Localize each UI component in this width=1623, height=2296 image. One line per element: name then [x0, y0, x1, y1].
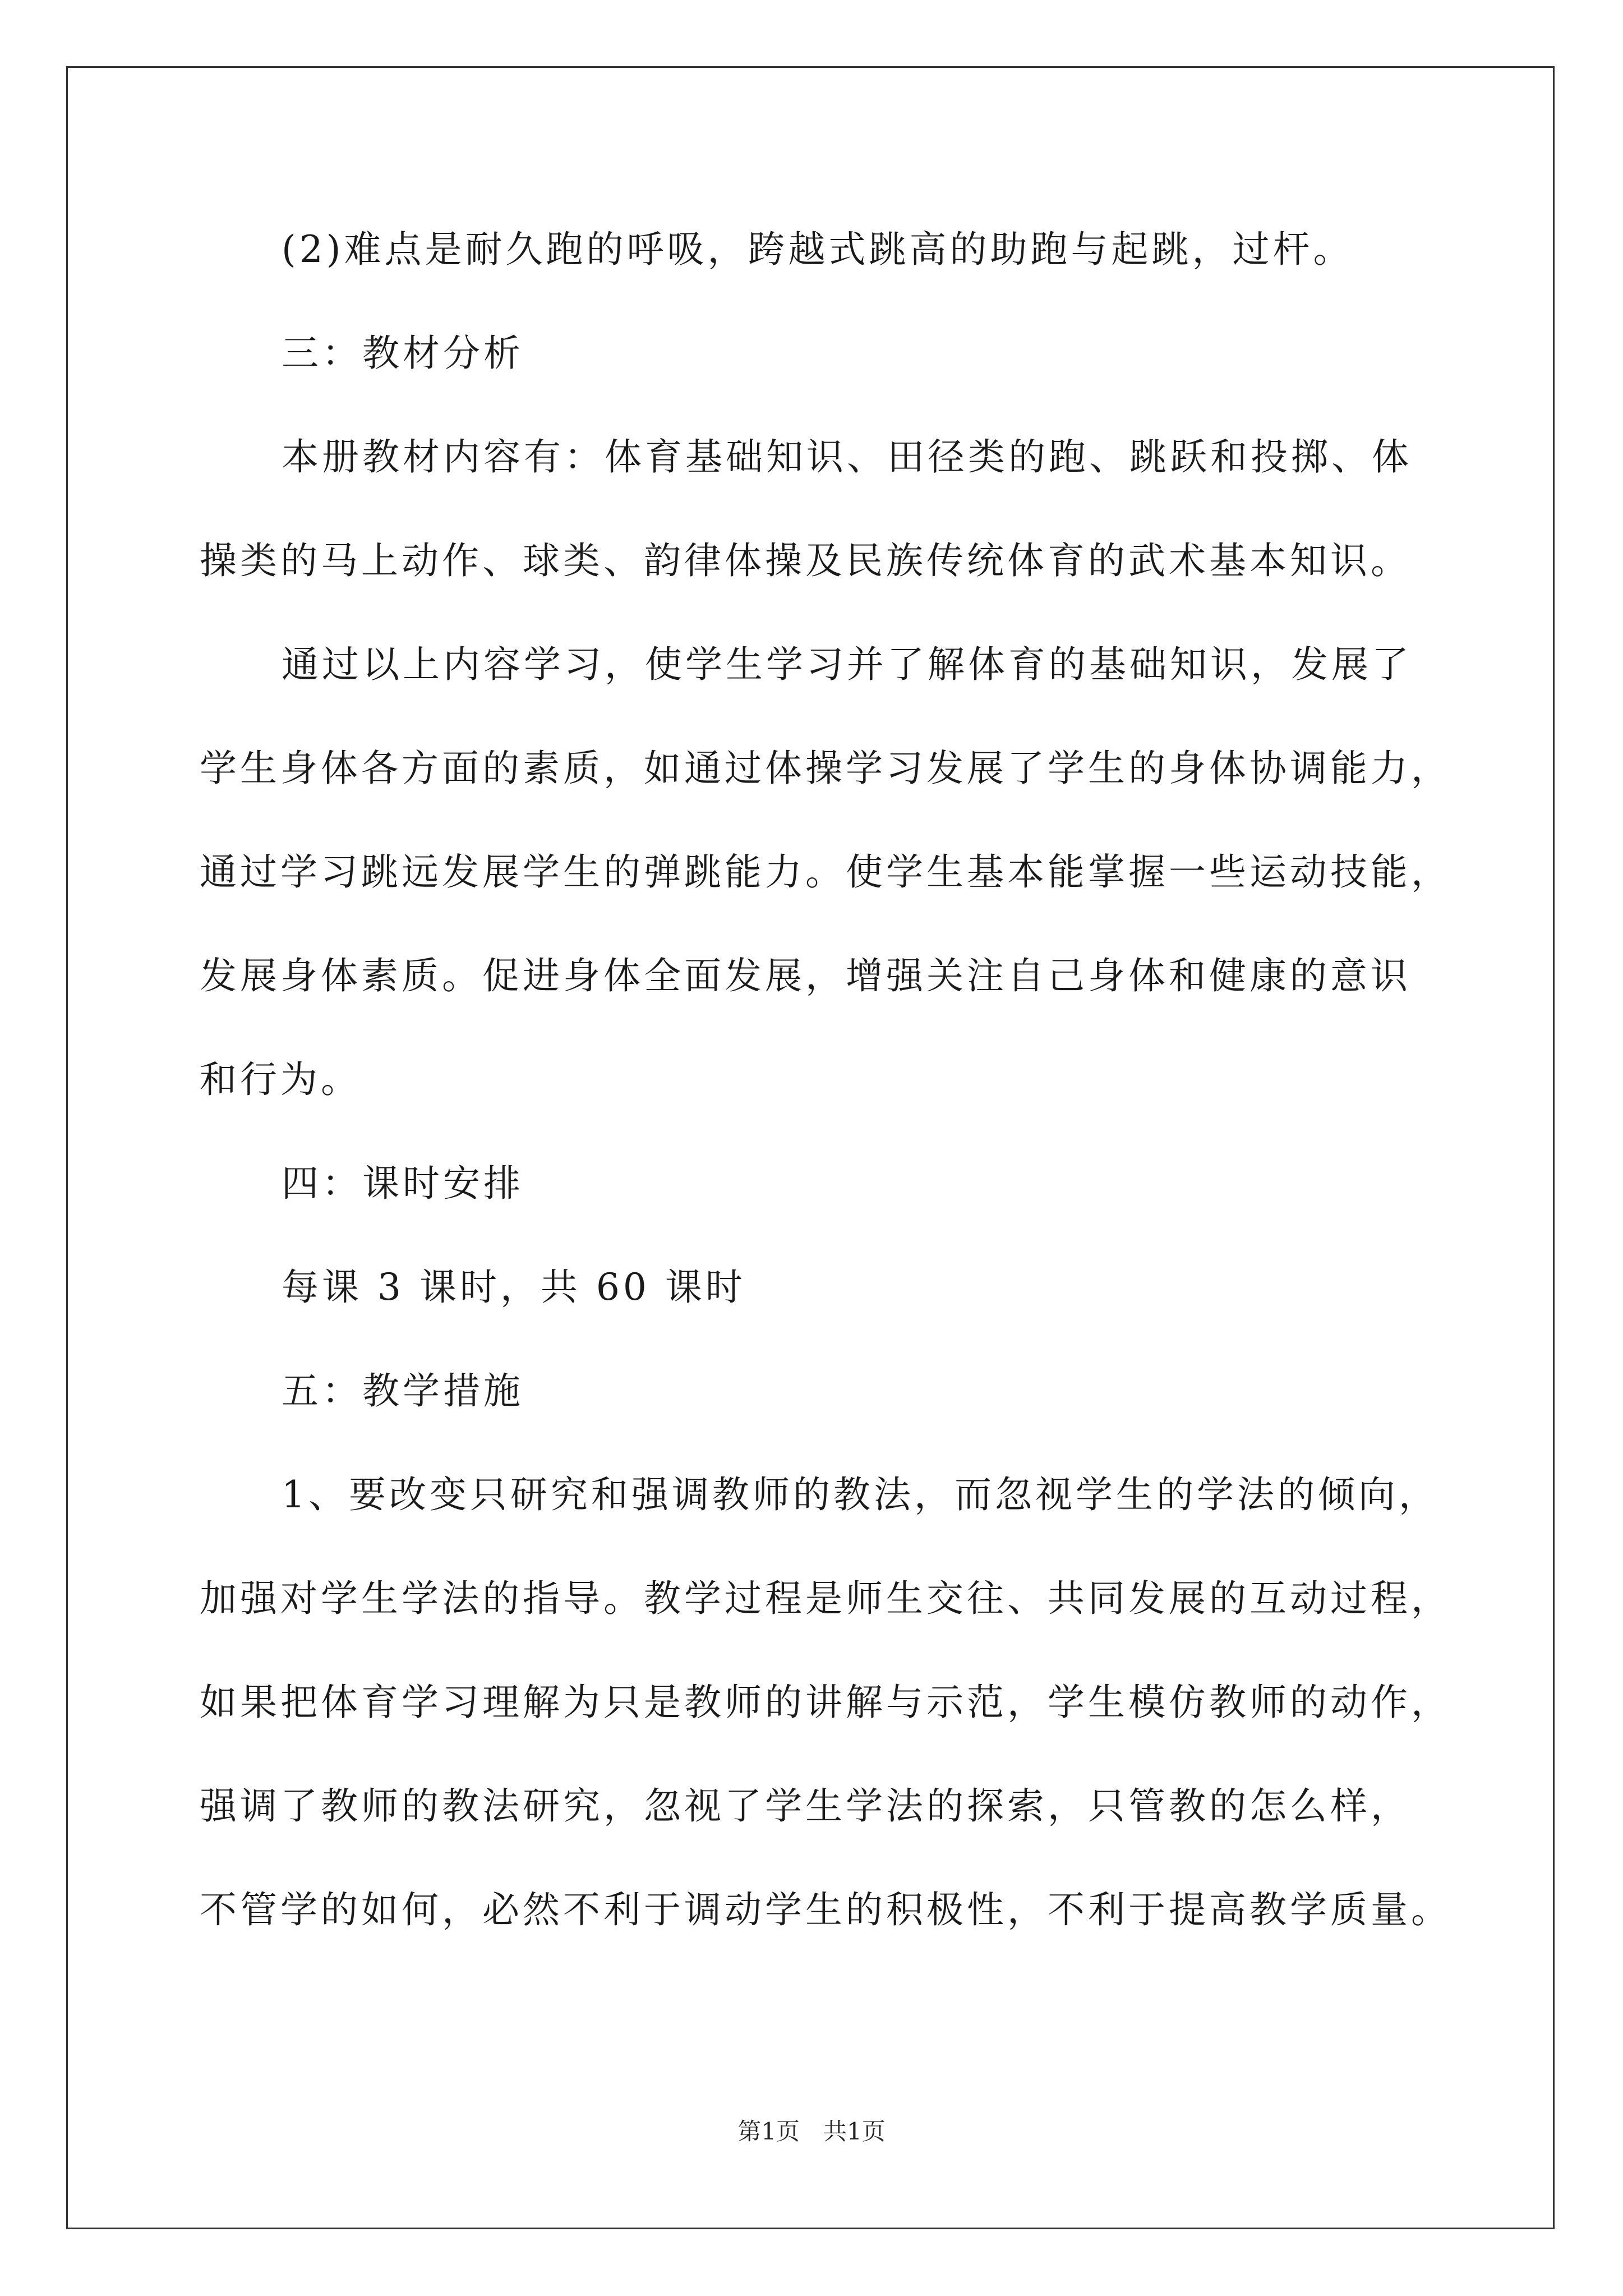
paragraph-line: (2)难点是耐久跑的呼吸，跨越式跳高的助跑与起跳，过杆。	[282, 228, 1354, 271]
paragraph-line: 强调了教师的教法研究，忽视了学生学法的探索，只管教的怎么样，	[200, 1784, 1411, 1828]
section-heading: 三：教材分析	[282, 332, 524, 375]
paragraph-line: 1、要改变只研究和强调教师的教法，而忽视学生的学法的倾向，	[282, 1473, 1439, 1516]
paragraph-line: 如果把体育学习理解为只是教师的讲解与示范，学生模仿教师的动作，	[200, 1681, 1451, 1724]
paragraph-line: 本册教材内容有：体育基础知识、田径类的跑、跳跃和投掷、体	[282, 435, 1412, 478]
section-heading: 五：教学措施	[282, 1369, 524, 1412]
paragraph-line: 不管学的如何，必然不利于调动学生的积极性，不利于提高教学质量。	[200, 1888, 1451, 1931]
paragraph-line: 通过以上内容学习，使学生学习并了解体育的基础知识，发展了	[282, 643, 1412, 686]
paragraph-line: 和行为。	[200, 1058, 361, 1101]
paragraph-line: 通过学习跳远发展学生的弹跳能力。使学生基本能掌握一些运动技能，	[200, 850, 1451, 894]
paragraph-line: 发展身体素质。促进身体全面发展，增强关注自己身体和健康的意识	[200, 954, 1411, 997]
paragraph-line: 每课 3 课时，共 60 课时	[282, 1266, 746, 1309]
paragraph-line: 学生身体各方面的素质，如通过体操学习发展了学生的身体协调能力，	[200, 747, 1451, 790]
page-number: 第1页 共1页	[737, 2118, 886, 2145]
paragraph-line: 加强对学生学法的指导。教学过程是师生交往、共同发展的互动过程，	[200, 1577, 1451, 1620]
section-heading: 四：课时安排	[282, 1162, 524, 1205]
paragraph-line: 操类的马上动作、球类、韵律体操及民族传统体育的武术基本知识。	[200, 539, 1411, 582]
